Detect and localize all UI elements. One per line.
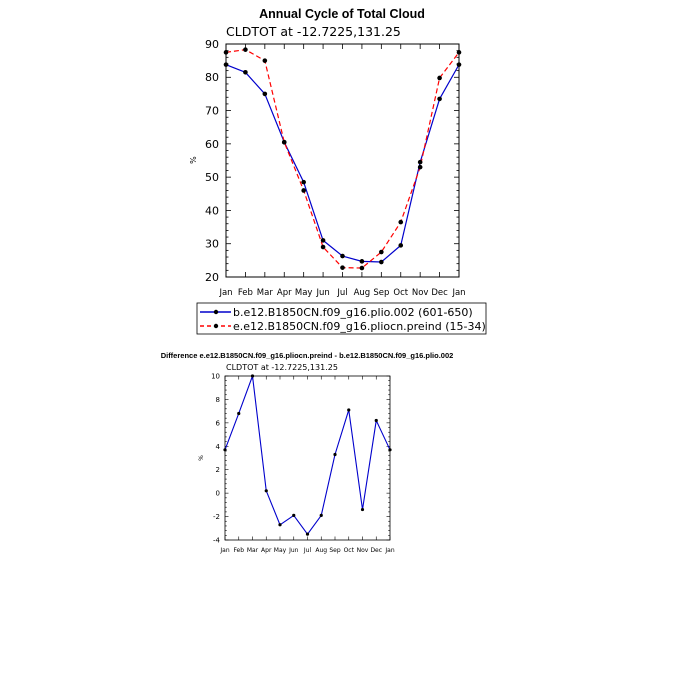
x-tick-label: Oct (343, 547, 354, 554)
x-tick-label: Jun (289, 547, 299, 554)
data-point-series-2 (418, 165, 423, 170)
x-tick-label: Apr (276, 288, 292, 298)
x-tick-label: May (294, 288, 313, 298)
data-point-series-1 (333, 453, 336, 456)
y-tick-label: 60 (205, 137, 219, 151)
y-tick-label: 8 (215, 395, 220, 404)
data-point-series-1 (265, 489, 268, 492)
y-tick-label: 90 (205, 37, 219, 51)
data-point-series-1 (418, 160, 423, 165)
data-point-series-1 (321, 238, 326, 243)
x-tick-label: Aug (353, 288, 371, 298)
data-point-series-1 (243, 70, 248, 75)
x-tick-label: Sep (329, 547, 341, 554)
x-tick-label: Jun (316, 288, 330, 298)
y-tick-label: 2 (215, 466, 220, 475)
chart-subtitle: CLDTOT at -12.7225,131.25 (226, 24, 401, 39)
data-point-series-1 (278, 523, 281, 526)
y-tick-label: 0 (215, 489, 220, 498)
data-point-series-2 (398, 220, 403, 225)
y-tick-label: 80 (205, 71, 219, 85)
x-tick-label: Dec (431, 288, 448, 298)
legend-swatch-marker-1 (214, 310, 218, 314)
data-point-series-1 (223, 448, 226, 451)
difference-y-axis-label: % (198, 455, 205, 461)
data-point-series-1 (301, 180, 306, 185)
difference-subtitle: CLDTOT at -12.7225,131.25 (226, 363, 338, 372)
data-point-series-1 (251, 374, 254, 377)
x-tick-label: Jan (220, 547, 230, 554)
x-tick-label: Mar (256, 288, 273, 298)
legend-swatch-marker-2 (214, 324, 218, 328)
data-point-series-1 (388, 448, 391, 451)
x-tick-label: Mar (246, 547, 259, 554)
y-axis-label: % (189, 156, 198, 164)
x-tick-label: Jan (385, 547, 395, 554)
x-tick-label: Dec (370, 547, 383, 554)
chart-title: Annual Cycle of Total Cloud (259, 7, 425, 21)
data-point-series-1 (237, 412, 240, 415)
data-point-series-1 (375, 419, 378, 422)
data-point-series-1 (379, 260, 384, 265)
data-point-series-1 (398, 243, 403, 248)
legend-label-2: e.e12.B1850CN.f09_g16.pliocn.preind (15-34) (233, 320, 486, 333)
data-point-series-1 (457, 62, 462, 67)
x-tick-label: Feb (233, 547, 245, 554)
x-tick-label: Nov (411, 288, 429, 298)
data-point-series-2 (243, 47, 248, 52)
data-point-series-1 (360, 259, 365, 264)
data-point-series-2 (340, 265, 345, 270)
data-point-series-2 (379, 250, 384, 255)
x-tick-label: Jan (452, 288, 466, 298)
data-point-series-2 (224, 50, 229, 55)
data-point-series-1 (361, 508, 364, 511)
y-tick-label: 6 (215, 419, 220, 428)
y-tick-label: -2 (213, 513, 220, 522)
y-tick-label: 20 (205, 270, 219, 284)
x-tick-label: Nov (356, 547, 369, 554)
x-tick-label: Jan (219, 288, 233, 298)
x-tick-label: Sep (373, 288, 390, 298)
x-tick-label: Feb (237, 288, 253, 298)
data-point-series-1 (320, 514, 323, 517)
data-point-series-2 (360, 266, 365, 271)
data-point-series-2 (263, 58, 268, 63)
y-tick-label: 50 (205, 171, 219, 185)
y-tick-label: 70 (205, 104, 219, 118)
x-tick-label: Oct (393, 288, 409, 298)
y-tick-label: 30 (205, 237, 219, 251)
data-point-series-2 (282, 140, 287, 145)
data-point-series-1 (437, 97, 442, 102)
data-point-series-1 (340, 254, 345, 259)
x-tick-label: Jul (303, 547, 312, 554)
x-tick-label: Aug (315, 547, 328, 554)
data-point-series-2 (321, 245, 326, 250)
x-tick-label: May (273, 547, 287, 554)
data-point-series-1 (347, 408, 350, 411)
data-point-series-1 (224, 62, 229, 67)
data-point-series-1 (292, 514, 295, 517)
difference-title: Difference e.e12.B1850CN.f09_g16.pliocn.preind - b.e12.B1850CN.f09_g16.plio.002 (160, 351, 454, 360)
data-point-series-2 (437, 76, 442, 81)
data-point-series-1 (263, 92, 268, 97)
y-tick-label: 40 (205, 204, 219, 218)
x-tick-label: Jul (337, 288, 348, 298)
data-point-series-2 (301, 188, 306, 193)
y-tick-label: 4 (215, 442, 220, 451)
y-tick-label: -4 (213, 536, 220, 545)
y-tick-label: 10 (211, 372, 220, 381)
x-tick-label: Apr (261, 547, 272, 554)
data-point-series-1 (306, 533, 309, 536)
legend (197, 303, 486, 334)
data-point-series-2 (457, 50, 462, 55)
legend-label-1: b.e12.B1850CN.f09_g16.plio.002 (601-650) (233, 306, 473, 319)
